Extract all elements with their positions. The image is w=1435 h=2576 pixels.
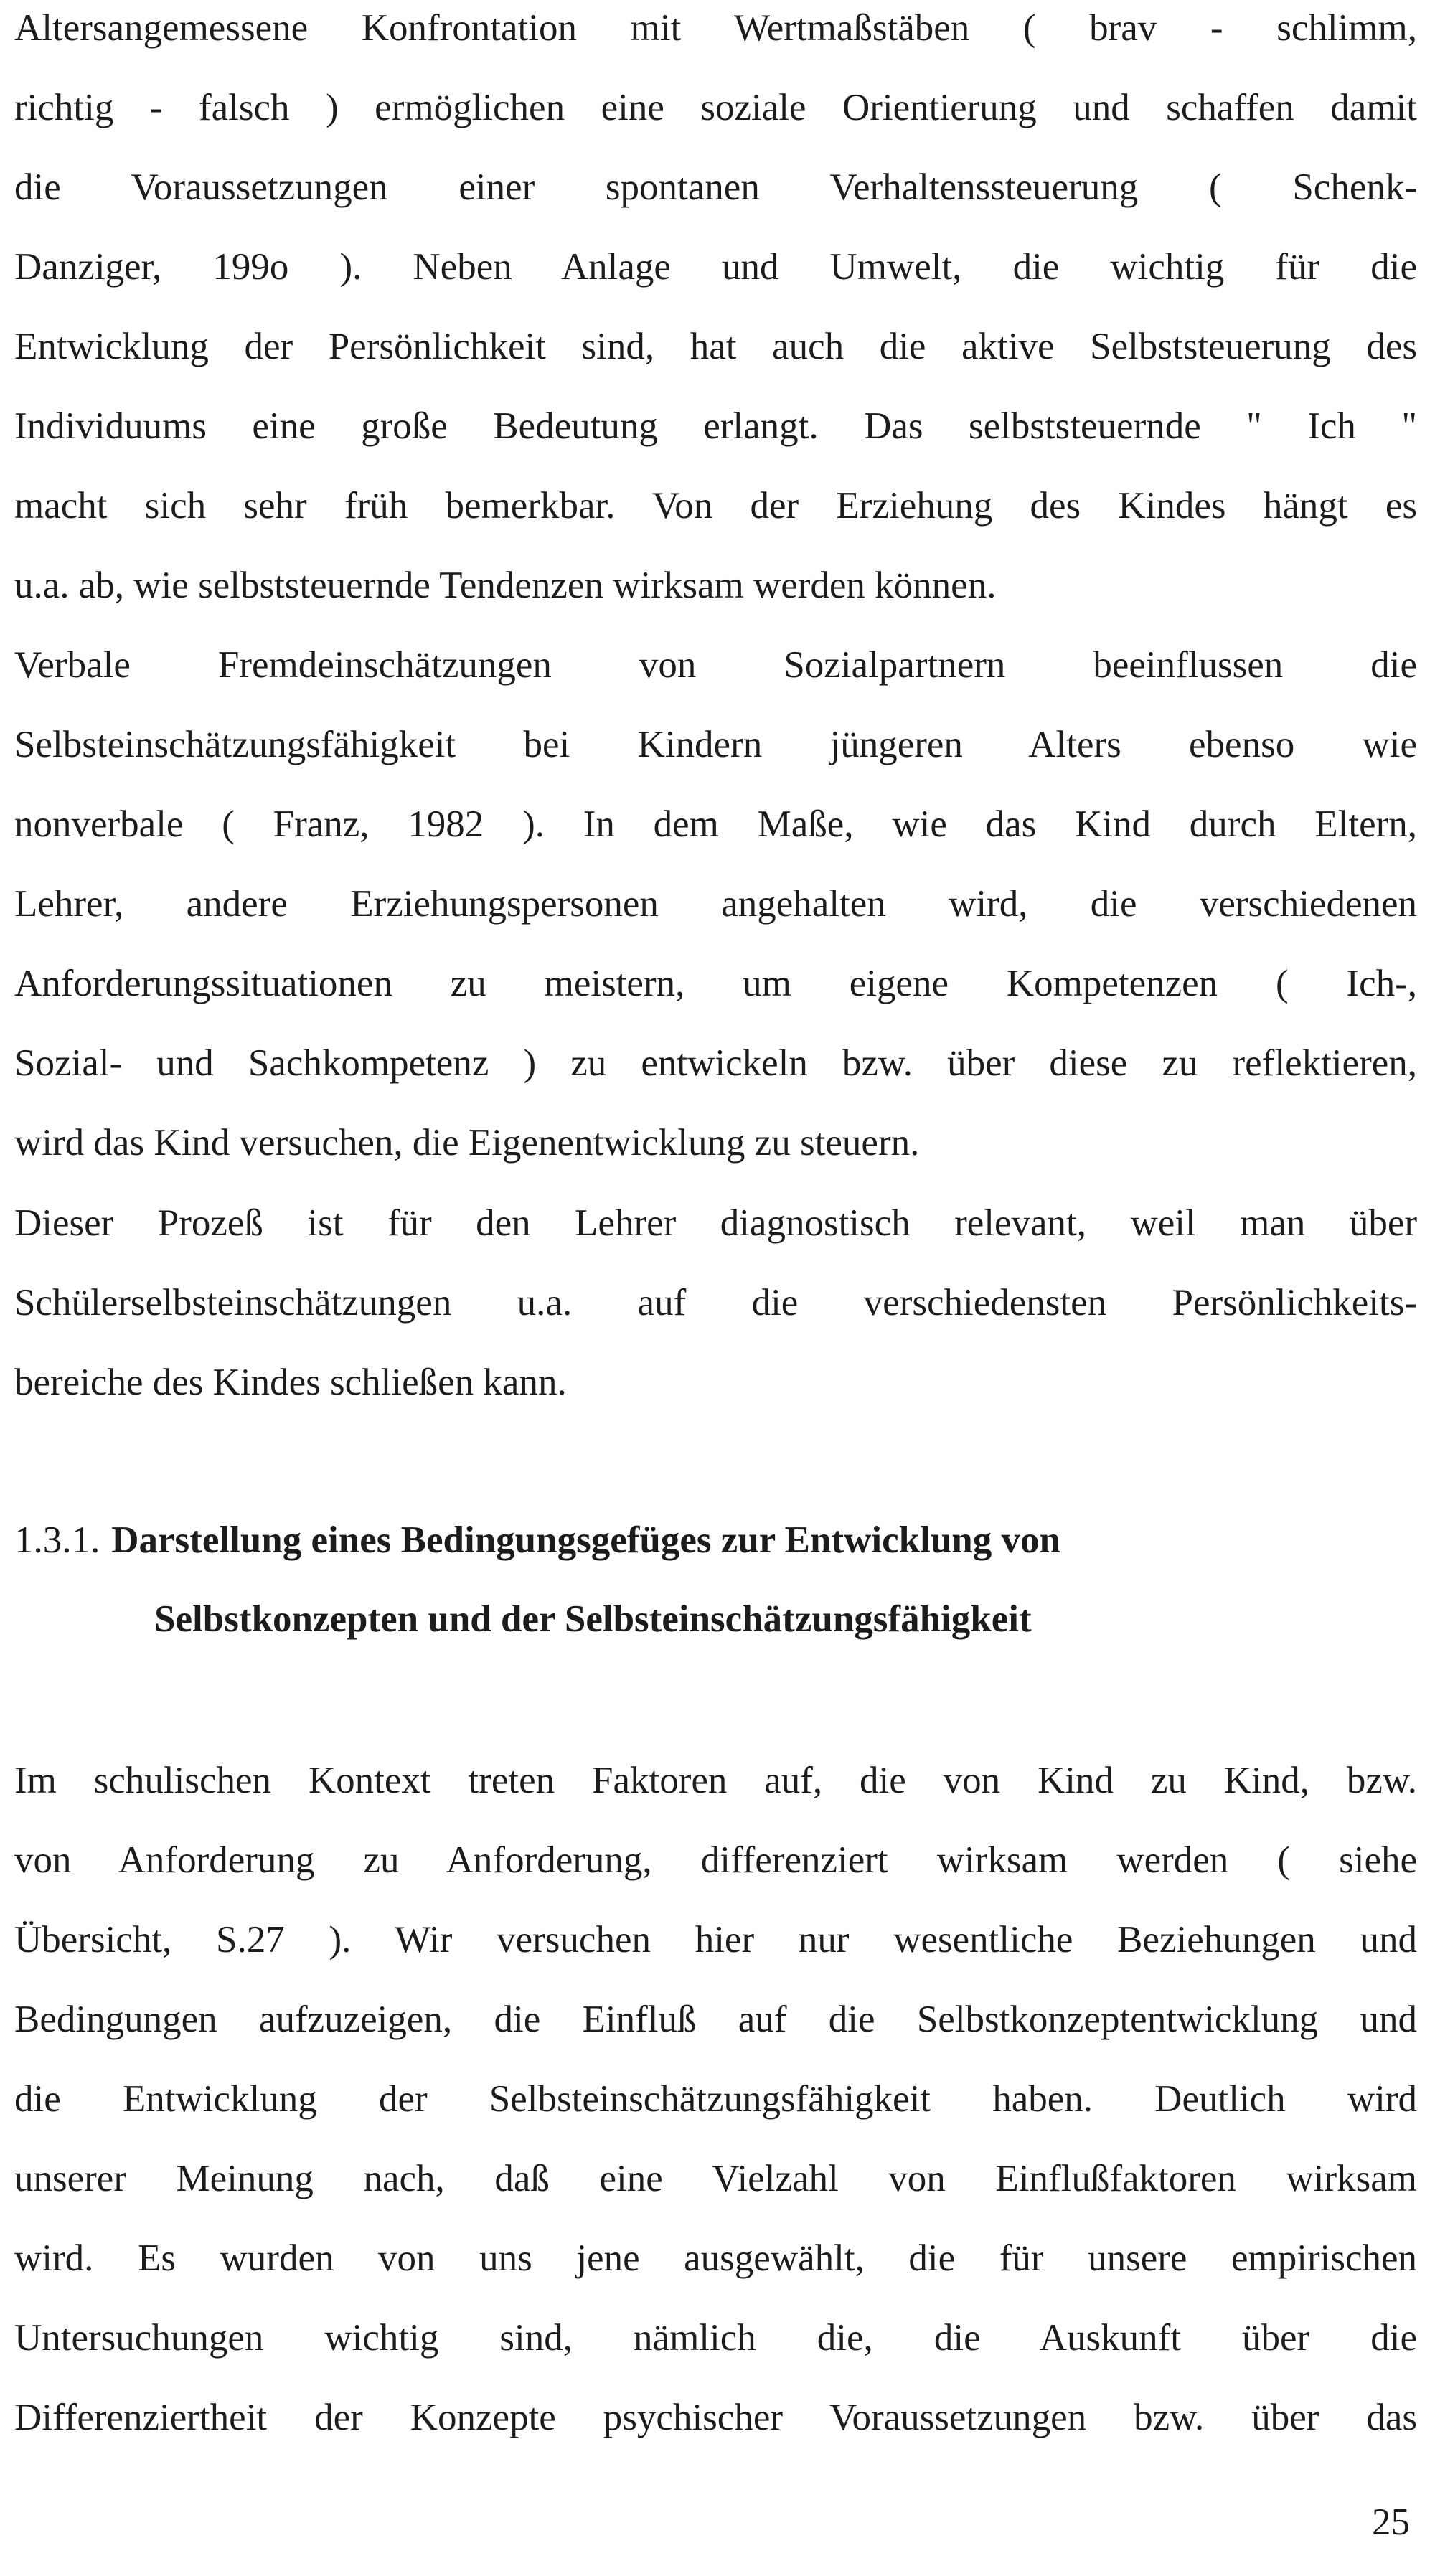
text-line: Selbsteinschätzungsfähigkeit bei Kindern jüngeren Alters ebenso wie (14, 724, 1417, 765)
text-line: Sozial- und Sachkompetenz ) zu entwickeln bzw. über diese zu reflektieren, (14, 1042, 1417, 1084)
text-line: nonverbale ( Franz, 1982 ). In dem Maße, wie das Kind durch Eltern, (14, 803, 1417, 845)
text-line: Untersuchungen wichtig sind, nämlich die, die Auskunft über die (14, 2317, 1417, 2359)
text-line: Differenziertheit der Konzepte psychischer Voraussetzungen bzw. über das (14, 2397, 1417, 2438)
text-line: u.a. ab, wie selbststeuernde Tendenzen wirksam werden können. (14, 565, 997, 606)
text-line: Anforderungssituationen zu meistern, um eigene Kompetenzen ( Ich-, (14, 963, 1417, 1004)
section-title-part-1: Darstellung eines Bedingungsgefüges zur Entwicklung von (111, 1519, 1060, 1561)
text-line: die Voraussetzungen einer spontanen Verhaltenssteuerung ( Schenk- (14, 166, 1417, 208)
text-line: Dieser Prozeß ist für den Lehrer diagnostisch relevant, weil man über (14, 1202, 1417, 1244)
text-line: Schülerselbsteinschätzungen u.a. auf die verschiedensten Persönlichkeits- (14, 1282, 1417, 1324)
text-line: wird das Kind versuchen, die Eigenentwicklung zu steuern. (14, 1122, 920, 1164)
text-line: richtig - falsch ) ermöglichen eine soziale Orientierung und schaffen damit (14, 87, 1417, 128)
text-line: macht sich sehr früh bemerkbar. Von der Erziehung des Kindes hängt es (14, 485, 1417, 527)
text-line: Im schulischen Kontext treten Faktoren auf, die von Kind zu Kind, bzw. (14, 1760, 1417, 1801)
paragraph-diagnostic-relevance (14, 1184, 1417, 1423)
section-title-part-2: Selbstkonzepten und der Selbsteinschätzungsfähigkeit (154, 1598, 1032, 1640)
text-line: Danziger, 199o ). Neben Anlage und Umwelt, die wichtig für die (14, 246, 1417, 288)
text-line: Verbale Fremdeinschätzungen von Sozialpartnern beeinflussen die (14, 644, 1417, 686)
section-number: 1.3.1. (14, 1519, 100, 1561)
text-line: Übersicht, S.27 ). Wir versuchen hier nur wesentliche Beziehungen und (14, 1919, 1417, 1961)
text-line: Altersangemessene Konfrontation mit Wertmaßstäben ( brav - schlimm, (14, 7, 1417, 49)
text-line: unserer Meinung nach, daß eine Vielzahl von Einflußfaktoren wirksam (14, 2158, 1417, 2199)
text-line: die Entwicklung der Selbsteinschätzungsfähigkeit haben. Deutlich wird (14, 2078, 1417, 2120)
page-number: 25 (1372, 2501, 1410, 2543)
section-heading-line-1 (14, 1501, 1417, 1580)
text-line: Lehrer, andere Erziehungspersonen angehalten wird, die verschiedenen (14, 883, 1417, 925)
text-line: Entwicklung der Persönlichkeit sind, hat auch die aktive Selbststeuerung des (14, 326, 1417, 367)
text-line: Individuums eine große Bedeutung erlangt. Das selbststeuernde " Ich " (14, 405, 1417, 447)
paragraph-external-assessment (14, 626, 1417, 1183)
text-line: von Anforderung zu Anforderung, differenziert wirksam werden ( siehe (14, 1839, 1417, 1881)
text-line: wird. Es wurden von uns jene ausgewählt, die für unsere empirischen (14, 2237, 1417, 2279)
text-line: Bedingungen aufzuzeigen, die Einfluß auf die Selbstkonzeptentwicklung und (14, 1999, 1417, 2040)
text-line: bereiche des Kindes schließen kann. (14, 1362, 567, 1403)
paragraph-value-orientation (14, 0, 1417, 626)
section-heading (14, 1501, 1417, 1659)
paragraph-school-context (14, 1741, 1417, 2458)
